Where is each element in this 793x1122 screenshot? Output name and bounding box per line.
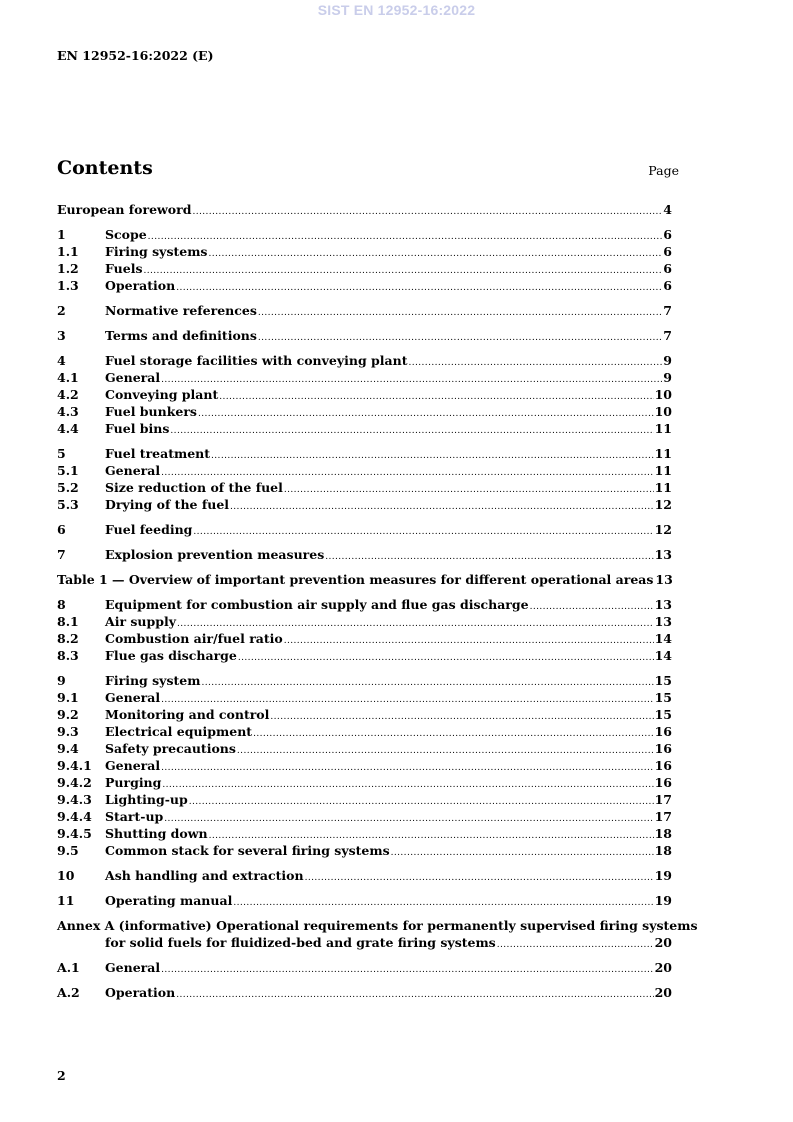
toc-section-title: Firing systems <box>105 244 208 259</box>
toc-entry[interactable] <box>57 571 672 588</box>
toc-section-title: General <box>105 690 161 705</box>
toc-entry[interactable] <box>57 277 672 294</box>
toc-leader-dots <box>161 962 653 979</box>
toc-section-title: General <box>105 370 161 385</box>
toc-page-number: 16 <box>654 741 672 756</box>
toc-entry[interactable] <box>57 984 672 1001</box>
toc-section-number: 4 <box>57 353 66 368</box>
toc-leader-dots <box>258 305 662 322</box>
toc-section-title: Common stack for several firing systems <box>105 843 390 858</box>
toc-annex-entry[interactable] <box>57 917 698 951</box>
toc-page-number: 9 <box>663 353 672 368</box>
toc-leader-dots <box>258 330 662 347</box>
toc-page-number: 10 <box>654 404 672 419</box>
toc-page-number: 16 <box>654 775 672 790</box>
toc-leader-dots <box>162 777 653 794</box>
toc-section-number: 9.4 <box>57 741 79 756</box>
toc-section-number: 8.1 <box>57 614 79 629</box>
toc-entry[interactable] <box>57 327 672 344</box>
toc-page-number: 6 <box>663 227 672 242</box>
toc-entry[interactable] <box>57 723 672 740</box>
toc-entry[interactable] <box>57 420 672 437</box>
toc-section-number: 9.4.5 <box>57 826 92 841</box>
toc-page-number: 9 <box>663 370 672 385</box>
toc-page-number: 6 <box>663 278 672 293</box>
toc-leader-dots <box>391 845 654 862</box>
toc-entry[interactable] <box>57 243 672 260</box>
toc-section-title: Fuel bins <box>105 421 170 436</box>
toc-page-number: 14 <box>654 648 672 663</box>
toc-leader-dots <box>233 895 653 912</box>
toc-entry[interactable] <box>57 672 672 689</box>
toc-page-number: 19 <box>654 868 672 883</box>
page-column-label: Page <box>648 163 679 178</box>
toc-leader-dots <box>497 937 654 954</box>
toc-section-title: Purging <box>105 775 162 790</box>
toc-entry[interactable] <box>57 892 672 909</box>
toc-page-number: 6 <box>663 244 672 259</box>
toc-section-number: 6 <box>57 522 66 537</box>
toc-leader-dots <box>211 448 654 465</box>
page-title: Contents <box>57 157 153 179</box>
toc-leader-dots <box>219 389 653 406</box>
toc-section-number: 9.4.3 <box>57 792 92 807</box>
toc-entry[interactable] <box>57 867 672 884</box>
toc-entry[interactable] <box>57 791 672 808</box>
toc-section-number: 4.3 <box>57 404 79 419</box>
toc-section-title: Operating manual <box>105 893 233 908</box>
toc-section-title: European foreword <box>57 202 192 217</box>
toc-section-title: Ash handling and extraction <box>105 868 304 883</box>
toc-section-title: Combustion air/fuel ratio <box>105 631 283 646</box>
toc-section-number: 9.1 <box>57 690 79 705</box>
toc-entry[interactable] <box>57 260 672 277</box>
toc-leader-dots <box>176 987 653 1004</box>
toc-entry[interactable] <box>57 521 672 538</box>
toc-section-number: 1.1 <box>57 244 79 259</box>
toc-page-number: 11 <box>654 446 672 461</box>
toc-leader-dots <box>164 811 653 828</box>
toc-section-title: Electrical equipment <box>105 724 253 739</box>
toc-entry[interactable] <box>57 445 672 462</box>
toc-section-number: 5.2 <box>57 480 79 495</box>
toc-section-number: 9.4.4 <box>57 809 92 824</box>
toc-section-number: 4.1 <box>57 370 79 385</box>
toc-leader-dots <box>170 423 653 440</box>
toc-section-title: Normative references <box>105 303 257 318</box>
toc-page-number: 12 <box>654 522 672 537</box>
toc-page-number: 11 <box>654 463 672 478</box>
toc-section-title: General <box>105 758 161 773</box>
toc-entry[interactable] <box>57 647 672 664</box>
toc-section-title: Firing system <box>105 673 201 688</box>
toc-section-title: Table 1 — Overview of important prevention measures for different operational areas <box>57 572 654 587</box>
toc-section-title: Operation <box>105 985 176 1000</box>
toc-entry[interactable] <box>57 757 672 774</box>
toc-section-title: Fuel treatment <box>105 446 211 461</box>
toc-page-number: 13 <box>654 547 672 562</box>
table-of-contents <box>57 201 698 1001</box>
toc-leader-dots <box>143 263 662 280</box>
toc-leader-dots <box>409 355 663 372</box>
annex-title-line1: Annex A (informative) Operational requirements for permanently supervised firing systems <box>57 918 698 933</box>
toc-main-entries <box>57 201 672 909</box>
toc-leader-dots <box>325 549 653 566</box>
toc-section-number: 5.3 <box>57 497 79 512</box>
toc-section-number: 9.4.2 <box>57 775 92 790</box>
toc-section-title: Drying of the fuel <box>105 497 230 512</box>
toc-annex-subentries <box>57 959 672 1001</box>
toc-leader-dots <box>253 726 654 743</box>
toc-leader-dots <box>208 246 662 263</box>
toc-entry[interactable] <box>57 386 672 403</box>
toc-leader-dots <box>176 280 662 297</box>
toc-section-number: 9.2 <box>57 707 79 722</box>
toc-page-number: 11 <box>654 421 672 436</box>
toc-page-number: 14 <box>654 631 672 646</box>
toc-section-title: Shutting down <box>105 826 208 841</box>
toc-page-number: 17 <box>654 792 672 807</box>
toc-leader-dots <box>305 870 654 887</box>
toc-page-number: 13 <box>654 597 672 612</box>
toc-section-number: 1.3 <box>57 278 79 293</box>
toc-page-number: 15 <box>654 690 672 705</box>
toc-section-number: A.2 <box>57 985 80 1000</box>
toc-entry[interactable] <box>57 596 672 613</box>
toc-leader-dots <box>237 743 654 760</box>
toc-section-title: Size reduction of the fuel <box>105 480 283 495</box>
toc-entry[interactable] <box>57 403 672 420</box>
toc-page-number: 18 <box>654 826 672 841</box>
toc-section-title: General <box>105 960 161 975</box>
toc-section-title: Lighting-up <box>105 792 188 807</box>
toc-page-number: 16 <box>654 758 672 773</box>
toc-leader-dots <box>284 482 654 499</box>
toc-entry[interactable] <box>57 740 672 757</box>
toc-leader-dots <box>238 650 654 667</box>
toc-page-number: 4 <box>663 202 672 217</box>
toc-leader-dots <box>189 794 654 811</box>
toc-entry[interactable] <box>57 496 672 513</box>
toc-section-title: Fuel feeding <box>105 522 193 537</box>
toc-section-title: Conveying plant <box>105 387 219 402</box>
toc-page-number: 20 <box>654 935 672 950</box>
toc-section-title: Fuel bunkers <box>105 404 197 419</box>
toc-page-number: 12 <box>654 497 672 512</box>
toc-entry[interactable] <box>57 630 672 647</box>
toc-leader-dots <box>230 499 654 516</box>
toc-section-number: 8.3 <box>57 648 79 663</box>
toc-leader-dots <box>193 524 653 541</box>
page-number: 2 <box>57 1068 66 1083</box>
toc-entry[interactable] <box>57 706 672 723</box>
toc-leader-dots <box>161 372 662 389</box>
toc-section-title: Explosion prevention measures <box>105 547 325 562</box>
toc-page-number: 10 <box>654 387 672 402</box>
toc-section-title: Flue gas discharge <box>105 648 237 663</box>
toc-page-number: 19 <box>654 893 672 908</box>
watermark: SIST EN 12952-16:2022 <box>317 2 476 18</box>
toc-entry[interactable] <box>57 546 672 563</box>
toc-entry[interactable] <box>57 226 672 243</box>
toc-entry[interactable] <box>57 479 672 496</box>
toc-section-number: 9.5 <box>57 843 79 858</box>
toc-section-number: 10 <box>57 868 75 883</box>
toc-section-number: 9 <box>57 673 66 688</box>
toc-leader-dots <box>161 760 653 777</box>
toc-section-number: 4.2 <box>57 387 79 402</box>
toc-section-number: 4.4 <box>57 421 79 436</box>
toc-section-title: Operation <box>105 278 176 293</box>
toc-leader-dots <box>530 599 654 616</box>
toc-section-number: A.1 <box>57 960 80 975</box>
toc-page-number: 13 <box>654 614 672 629</box>
toc-page-number: 7 <box>663 328 672 343</box>
document-id: EN 12952-16:2022 (E) <box>57 48 214 63</box>
toc-page-number: 11 <box>654 480 672 495</box>
toc-entry[interactable] <box>57 302 672 319</box>
annex-title-line2: for solid fuels for fluidized-bed and grate firing systems <box>105 935 496 950</box>
toc-section-title: Safety precautions <box>105 741 236 756</box>
toc-entry[interactable] <box>57 825 672 842</box>
toc-entry[interactable] <box>57 201 672 218</box>
toc-section-title: Scope <box>105 227 147 242</box>
toc-page-number: 15 <box>654 673 672 688</box>
toc-section-title: Air supply <box>105 614 177 629</box>
toc-section-title: Start-up <box>105 809 164 824</box>
toc-leader-dots <box>270 709 653 726</box>
toc-section-title: Equipment for combustion air supply and flue gas discharge <box>105 597 529 612</box>
toc-page-number: 15 <box>654 707 672 722</box>
toc-entry[interactable] <box>57 613 672 630</box>
toc-leader-dots <box>192 204 662 221</box>
toc-section-title: Fuels <box>105 261 143 276</box>
toc-entry[interactable] <box>57 808 672 825</box>
toc-section-title: Terms and definitions <box>105 328 257 343</box>
toc-section-title: General <box>105 463 161 478</box>
toc-page-number: 17 <box>654 809 672 824</box>
toc-section-number: 9.4.1 <box>57 758 92 773</box>
toc-entry[interactable] <box>57 959 672 976</box>
toc-section-number: 5 <box>57 446 66 461</box>
toc-section-title: Fuel storage facilities with conveying plant <box>105 353 408 368</box>
toc-section-number: 8.2 <box>57 631 79 646</box>
annex-title-line2-row <box>57 934 672 951</box>
toc-section-number: 7 <box>57 547 66 562</box>
toc-page-number: 13 <box>655 572 673 587</box>
toc-leader-dots <box>201 675 653 692</box>
toc-page-number: 16 <box>654 724 672 739</box>
toc-section-number: 9.3 <box>57 724 79 739</box>
toc-leader-dots <box>148 229 663 246</box>
toc-entry[interactable] <box>57 774 672 791</box>
toc-entry[interactable] <box>57 369 672 386</box>
toc-section-title: Monitoring and control <box>105 707 270 722</box>
toc-leader-dots <box>284 633 654 650</box>
toc-section-number: 2 <box>57 303 66 318</box>
toc-entry[interactable] <box>57 689 672 706</box>
toc-section-number: 5.1 <box>57 463 79 478</box>
toc-page-number: 6 <box>663 261 672 276</box>
toc-page-number: 20 <box>654 985 672 1000</box>
toc-leader-dots <box>198 406 654 423</box>
toc-section-number: 1.2 <box>57 261 79 276</box>
toc-entry[interactable] <box>57 352 672 369</box>
toc-entry[interactable] <box>57 842 672 859</box>
toc-section-number: 3 <box>57 328 66 343</box>
toc-entry[interactable] <box>57 462 672 479</box>
toc-section-number: 8 <box>57 597 66 612</box>
toc-page-number: 7 <box>663 303 672 318</box>
toc-page-number: 18 <box>654 843 672 858</box>
toc-page-number: 20 <box>654 960 672 975</box>
toc-section-number: 1 <box>57 227 66 242</box>
toc-section-number: 11 <box>57 893 75 908</box>
